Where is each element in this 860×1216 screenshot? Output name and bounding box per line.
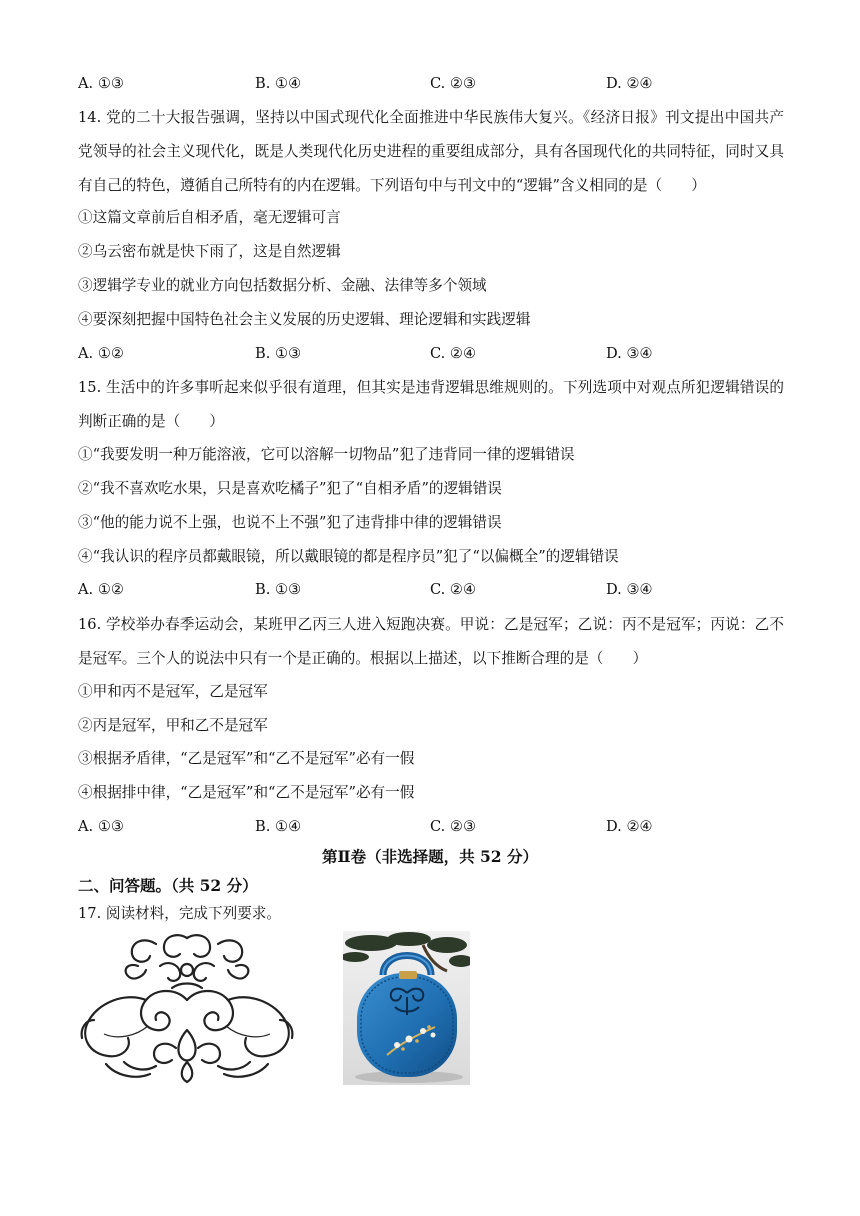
q15-option-d: D. ③④ xyxy=(606,581,653,598)
q14-stem: 14. 党的二十大报告强调，坚持以中国式现代化全面推进中华民族伟大复兴。《经济日报》刊文提出中国共产党领导的社会主义现代化，既是人类现代化历史进程的重要组成部分，具有各国现代化的共同特征，同时又具有自己的特色，遵循自己所特有的内在逻辑。下列语句中与刊文中的“逻辑”含义相同的是（ ） xyxy=(78,109,784,194)
q13-option-c: C. ②③ xyxy=(430,75,477,92)
q14-item-1: ①这篇文章前后自相矛盾，毫无逻辑可言 xyxy=(78,209,341,226)
q14-options xyxy=(78,344,778,364)
q16-options xyxy=(78,817,778,837)
q17-stem: 17. 阅读材料，完成下列要求。 xyxy=(78,905,281,922)
q14-option-d: D. ③④ xyxy=(606,345,653,362)
q14-item-3: ③逻辑学专业的就业方向包括数据分析、金融、法律等多个领域 xyxy=(78,277,487,294)
q16-option-a: A. ①③ xyxy=(78,818,124,835)
q14-option-b: B. ①③ xyxy=(255,345,302,362)
q14-option-a: A. ①② xyxy=(78,345,124,362)
q16-item-2: ②丙是冠军，甲和乙不是冠军 xyxy=(78,717,268,734)
q15-item-1: ①“我要发明一种万能溶液，它可以溶解一切物品”犯了违背同一律的逻辑错误 xyxy=(78,446,575,463)
q15-item-3: ③“他的能力说不上强，也说不上不强”犯了违背排中律的逻辑错误 xyxy=(78,514,502,531)
section-title: 第Ⅱ卷（非选择题，共 52 分） xyxy=(322,847,538,866)
q15-option-c: C. ②④ xyxy=(430,581,477,598)
q16-option-d: D. ②④ xyxy=(606,818,653,835)
q14-item-4: ④要深刻把握中国特色社会主义发展的历史逻辑、理论逻辑和实践逻辑 xyxy=(78,311,531,328)
q13-option-d: D. ②④ xyxy=(606,75,653,92)
q15-item-2: ②“我不喜欢吃水果，只是喜欢吃橘子”犯了“自相矛盾”的逻辑错误 xyxy=(78,480,502,497)
q13-option-b: B. ①④ xyxy=(255,75,302,92)
q15-item-4: ④“我认识的程序员都戴眼镜，所以戴眼镜的都是程序员”犯了“以偏概全”的逻辑错误 xyxy=(78,548,619,565)
q14-option-c: C. ②④ xyxy=(430,345,477,362)
section-heading: 二、问答题。（共 52 分） xyxy=(78,876,258,895)
q16-option-c: C. ②③ xyxy=(430,818,477,835)
q15-stem: 15. 生活中的许多事听起来似乎很有道理，但其实是违背逻辑思维规则的。下列选项中对观点所犯逻辑错误的判断正确的是（ ） xyxy=(78,379,784,430)
q16-item-1: ①甲和丙不是冠军，乙是冠军 xyxy=(78,683,268,700)
q15-option-b: B. ①③ xyxy=(255,581,302,598)
q15-option-a: A. ①② xyxy=(78,581,124,598)
q16-option-b: B. ①④ xyxy=(255,818,302,835)
q16-item-4: ④根据排中律，“乙是冠军”和“乙不是冠军”必有一假 xyxy=(78,784,415,801)
q14-item-2: ②乌云密布就是快下雨了，这是自然逻辑 xyxy=(78,243,341,260)
blue-handbag-photo xyxy=(343,931,470,1085)
q13-option-a: A. ①③ xyxy=(78,75,124,92)
q16-item-3: ③根据矛盾律，“乙是冠军”和“乙不是冠军”必有一假 xyxy=(78,750,415,767)
q13-options xyxy=(78,74,778,94)
q16-stem: 16. 学校举办春季运动会，某班甲乙丙三人进入短跑决赛。甲说：乙是冠军；乙说：丙不是冠军；丙说：乙不是冠军。三个人的说法中只有一个是正确的。根据以上描述，以下推断合理的是（ ） xyxy=(78,616,784,667)
pattern-outline-figure xyxy=(76,930,298,1086)
q15-options xyxy=(78,580,778,600)
